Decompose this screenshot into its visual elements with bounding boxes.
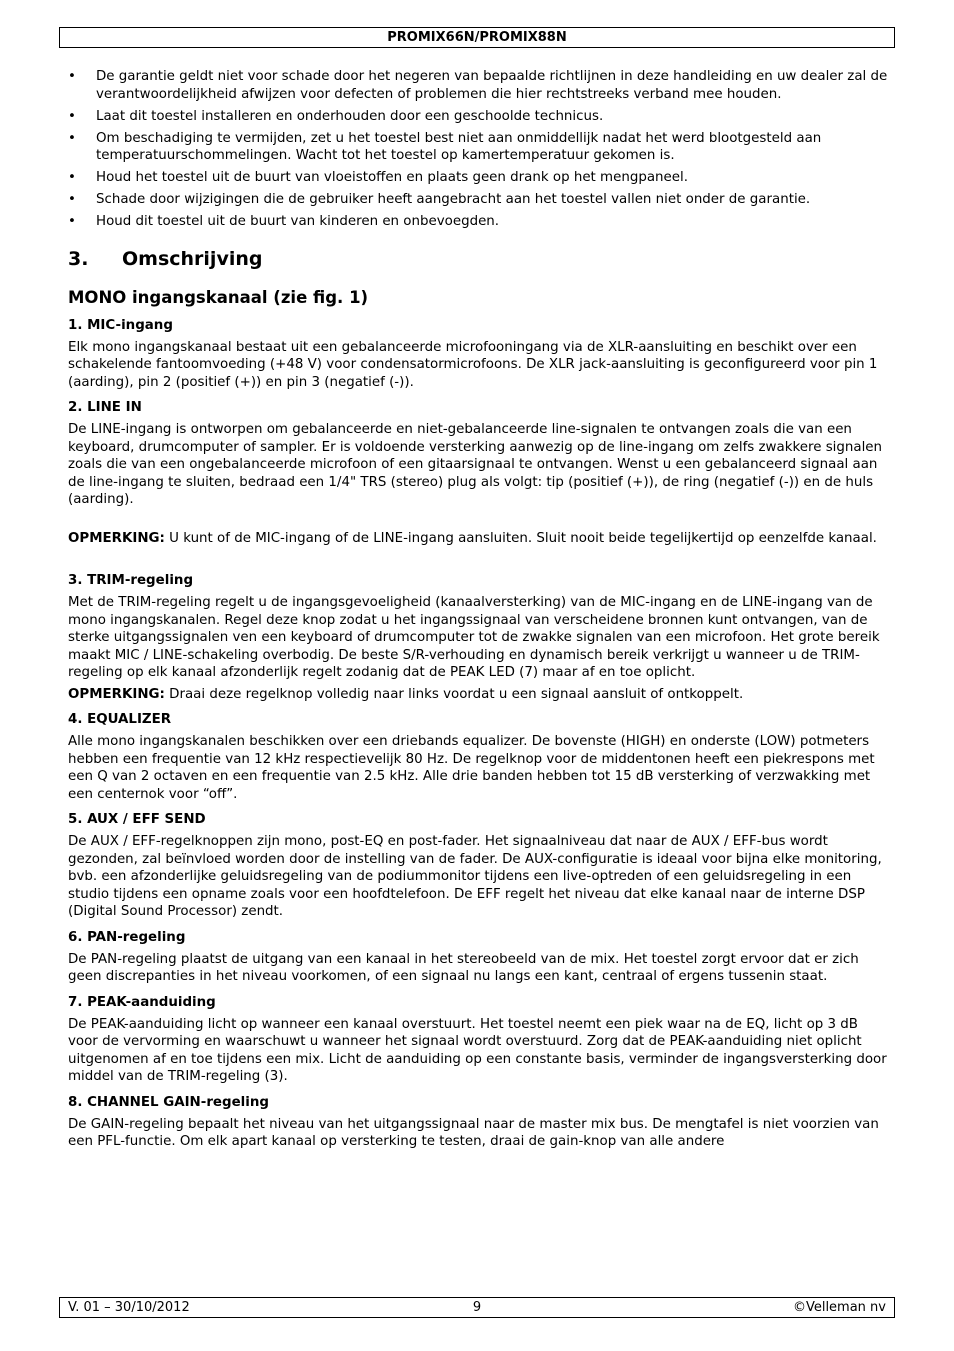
subsection-heading: MONO ingangskanaal (zie fig. 1): [68, 287, 369, 307]
aux-text: De AUX / EFF-regelknoppen zijn mono, post-EQ en post-fader. Het signaalniveau dat naar de AUX / EFF-bus wordt gezonden, zal beïnvloed worden door de instelling van de fader. De AUX-configuratie is ideaal voor bijna elke monitoring, bvb. een afzonderlijke geluidsregeling van de podiummonitor tijdens een live-optreden of een geluidsregeling in een studio tijdens een opname zoals voor een hoofdtelefoon. De EFF regelt het niveau dat elke kanaal naar de interne DSP (Digital Sound Processor) zendt.: [68, 834, 882, 919]
trim-heading: 3. TRIM-regeling: [68, 573, 194, 588]
line-note: OPMERKING: U kunt of de MIC-ingang of de LINE-ingang aansluiten. Sluit nooit beide tegelijkertijd op eenzelfde kanaal.: [68, 530, 877, 546]
bullet-icon: •: [68, 170, 76, 185]
mic-text: Elk mono ingangskanaal bestaat uit een gebalanceerde microfooningang via de XLR-aansluiting en beschikt over een schakelende fantoomvoeding (+48 V) voor condensatormicrofoons. De XLR jack-aansluiting is geconfigureerd voor pin 1 (aarding), pin 2 (positief (+)) en pin 3 (negatief (-)).: [68, 339, 878, 390]
pan-heading: 6. PAN-regeling: [68, 929, 186, 945]
page-footer: [59, 1297, 895, 1318]
safety-bullet-list: [68, 68, 890, 231]
pan-text: De PAN-regeling plaatst de uitgang van een kanaal in het stereobeeld van de mix. Het toestel zorgt ervoor dat er zich geen discrepanties in het niveau voorkomen, of een signaal nu langs een kant, centraal of ergens tussenin staat.: [68, 951, 859, 984]
eq-text: Alle mono ingangskanalen beschikken over een driebands equalizer. De bovenste (HIGH) en onderste (LOW) potmeters hebben een frequentie van 12 kHz respectievelijk 80 Hz. De regelknop voor de middentonen heeft een piekrespons met een Q van 2 octaven en een frequentie van 2.5 kHz. Alle drie banden hebben tot 15 dB versterking of verzwakking met een centernok voor “off”.: [68, 734, 875, 802]
mic-heading: 1. MIC-ingang: [68, 317, 173, 333]
gain-text: De GAIN-regeling bepaalt het niveau van het uitgangssignaal naar de master mix bus. De mengtafel is niet voorzien van een PFL-functie. Om elk apart kanaal op versterking te testen, draai de gain-knop van alle andere: [68, 1116, 879, 1149]
header-title: PROMIX66N/PROMIX88N: [387, 30, 567, 45]
list-item: • Schade door wijzigingen die de gebruiker heeft aangebracht aan het toestel vallen niet onder de garantie.: [68, 192, 811, 207]
peak-heading: 7. PEAK-aanduiding: [68, 994, 216, 1010]
bullet-icon: •: [68, 192, 76, 207]
bullet-icon: •: [68, 69, 76, 84]
section-number: 3.: [68, 247, 89, 270]
note-label: OPMERKING:: [68, 686, 165, 702]
eq-heading: 4. EQUALIZER: [68, 712, 172, 727]
page-content: [68, 68, 890, 1151]
note-label: OPMERKING:: [68, 530, 165, 546]
list-item: • Laat dit toestel installeren en onderhouden door een geschoolde technicus.: [68, 108, 604, 124]
aux-heading: 5. AUX / EFF SEND: [68, 812, 206, 827]
bullet-icon: •: [68, 130, 76, 146]
section-title: Omschrijving: [122, 247, 263, 270]
list-item: • Houd dit toestel uit de buurt van kinderen en onbevoegden.: [68, 214, 500, 229]
trim-text: Met de TRIM-regeling regelt u de ingangsgevoeligheid (kanaalversterking) van de MIC-ingang en de LINE-ingang van de mono ingangskanalen. Regel deze knop zodat u het ingangssignaal van verscheidene bronnen kunt ontvangen, van de sterke uitgangssignalen ven een keyboard of drumcomputer tot de zwakke signalen van een microfoon. Het grote bereik maakt MIC / LINE-schakeling overbodig. De beste S/R-verhouding en dynamisch bereik verkrijgt u wanneer u de TRIM-regeling op elk kanaal afzonderlijk regelt zodanig dat de PEAK LED (7) maar af en toe oplicht.: [68, 595, 880, 680]
page-number: 9: [472, 1300, 482, 1315]
list-item: • Houd het toestel uit de buurt van vloeistoffen en plaats geen drank op het mengpaneel.: [68, 170, 688, 185]
list-item: • Om beschadiging te vermijden, zet u het toestel best niet aan onmiddellijk nadat het werd blootgesteld aan temperatuurschommelingen. Wacht tot het toestel op kamertemperatuur gekomen is.: [68, 130, 822, 163]
section-heading: [68, 247, 890, 271]
line-text: De LINE-ingang is ontworpen om gebalanceerde en niet-gebalanceerde line-signalen te ontvangen zoals die van een keyboard, drumcomputer of sampler. Er is voldoende versterking aanwezig op de line-ingang om zelfs zwakkere signalen zoals die van een ongebalanceerde microfoon of een gitaarsignaal te ontvangen. Wenst u een gebalanceerd signaal aan de line-ingang te sluiten, bedraad een 1/4" TRS (stereo) plug als volgt: tip (positief (+)), de ring (negatief (-)) en de huls (aarding).: [68, 422, 883, 507]
footer-copyright: ©Velleman nv: [792, 1300, 886, 1315]
page-header: [59, 27, 895, 48]
list-item: • De garantie geldt niet voor schade door het negeren van bepaalde richtlijnen in deze handleiding en uw dealer zal de verantwoordelijkheid afwijzen voor defecten of problemen die hier rechtstreeks verband mee houden.: [68, 69, 888, 102]
peak-text: De PEAK-aanduiding licht op wanneer een kanaal overstuurt. Het toestel neemt een piek waar na de EQ, licht op 3 dB voor de vervorming en waarschuwt u wanneer het signaal wordt overstuurd. Zorg dat de PEAK-aanduiding niet oplicht uitgenomen af en toe tijdens een mix. Licht de aanduiding op een constante basis, verminder de ingangsversterking door middel van de TRIM-regeling (3).: [68, 1016, 887, 1084]
gain-heading: 8. CHANNEL GAIN-regeling: [68, 1094, 269, 1110]
line-heading: 2. LINE IN: [68, 400, 142, 415]
bullet-icon: •: [68, 108, 76, 124]
trim-note: OPMERKING: Draai deze regelknop volledig naar links voordat u een signaal aansluit of ontkoppelt.: [68, 686, 744, 702]
bullet-icon: •: [68, 214, 76, 229]
footer-version: V. 01 – 30/10/2012: [68, 1300, 190, 1315]
